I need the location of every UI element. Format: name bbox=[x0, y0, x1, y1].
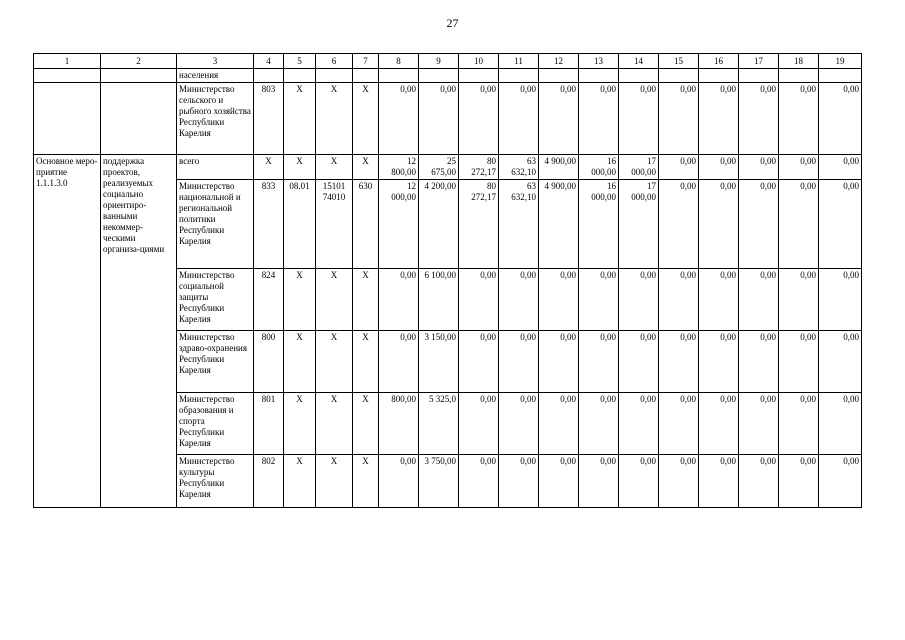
column-header-3: 3 bbox=[177, 54, 254, 69]
cell-col-8: 0,00 bbox=[379, 331, 419, 393]
cell-col-10: 0,00 bbox=[459, 269, 499, 331]
cell-col-7 bbox=[353, 69, 379, 83]
cell-col-17: 0,00 bbox=[739, 393, 779, 455]
cell-col-13: 0,00 bbox=[579, 83, 619, 155]
cell-col-9: 4 200,00 bbox=[419, 180, 459, 269]
cell-col-8 bbox=[379, 69, 419, 83]
column-header-14: 14 bbox=[619, 54, 659, 69]
cell-col-19 bbox=[819, 69, 862, 83]
cell-col-4: 833 bbox=[254, 180, 284, 269]
cell-col-4 bbox=[254, 69, 284, 83]
cell-col-5: X bbox=[284, 393, 316, 455]
column-header-10: 10 bbox=[459, 54, 499, 69]
table-row bbox=[34, 83, 862, 155]
cell-col-6: X bbox=[316, 155, 353, 180]
column-header-9: 9 bbox=[419, 54, 459, 69]
cell-col-11: 63 632,10 bbox=[499, 180, 539, 269]
cell-col-1 bbox=[34, 69, 101, 83]
cell-col-2 bbox=[101, 69, 177, 83]
cell-col-17: 0,00 bbox=[739, 455, 779, 508]
cell-executor: Министерство социальной защиты Республики Карелия bbox=[177, 269, 254, 331]
cell-col-9: 6 100,00 bbox=[419, 269, 459, 331]
cell-col-10: 80 272,17 bbox=[459, 180, 499, 269]
cell-col-6: X bbox=[316, 331, 353, 393]
cell-col-10: 0,00 bbox=[459, 455, 499, 508]
cell-col-6 bbox=[316, 69, 353, 83]
budget-table bbox=[33, 53, 862, 508]
cell-col-11 bbox=[499, 69, 539, 83]
cell-col-12 bbox=[539, 69, 579, 83]
cell-col-9: 3 750,00 bbox=[419, 455, 459, 508]
column-header-13: 13 bbox=[579, 54, 619, 69]
cell-executor: Министерство здраво-охранения Республики Карелия bbox=[177, 331, 254, 393]
cell-col-12: 4 900,00 bbox=[539, 155, 579, 180]
cell-col-8: 0,00 bbox=[379, 269, 419, 331]
cell-col-17 bbox=[739, 69, 779, 83]
cell-col-10: 0,00 bbox=[459, 331, 499, 393]
cell-col-19: 0,00 bbox=[819, 269, 862, 331]
cell-col-15: 0,00 bbox=[659, 269, 699, 331]
cell-col-4: X bbox=[254, 155, 284, 180]
column-header-17: 17 bbox=[739, 54, 779, 69]
cell-col-2 bbox=[101, 83, 177, 155]
cell-col-13: 16 000,00 bbox=[579, 155, 619, 180]
column-header-2: 2 bbox=[101, 54, 177, 69]
cell-col-16: 0,00 bbox=[699, 180, 739, 269]
cell-executor: Министерство культуры Республики Карелия bbox=[177, 455, 254, 508]
column-header-16: 16 bbox=[699, 54, 739, 69]
cell-col-15: 0,00 bbox=[659, 180, 699, 269]
column-header-1: 1 bbox=[34, 54, 101, 69]
cell-col-9: 5 325,0 bbox=[419, 393, 459, 455]
cell-col-10: 0,00 bbox=[459, 83, 499, 155]
cell-col-12: 0,00 bbox=[539, 331, 579, 393]
measure-code: Основное меро-приятие 1.1.1.3.0 bbox=[34, 155, 101, 508]
cell-col-18: 0,00 bbox=[779, 83, 819, 155]
cell-col-8: 0,00 bbox=[379, 83, 419, 155]
cell-col-4: 824 bbox=[254, 269, 284, 331]
cell-col-13: 0,00 bbox=[579, 331, 619, 393]
cell-col-7: X bbox=[353, 269, 379, 331]
column-header-12: 12 bbox=[539, 54, 579, 69]
column-header-4: 4 bbox=[254, 54, 284, 69]
cell-col-16: 0,00 bbox=[699, 269, 739, 331]
cell-col-15: 0,00 bbox=[659, 393, 699, 455]
cell-col-14: 0,00 bbox=[619, 455, 659, 508]
cell-col-9 bbox=[419, 69, 459, 83]
cell-col-14: 0,00 bbox=[619, 331, 659, 393]
cell-col-7: 630 bbox=[353, 180, 379, 269]
column-header-15: 15 bbox=[659, 54, 699, 69]
cell-col-11: 0,00 bbox=[499, 331, 539, 393]
cell-col-11: 0,00 bbox=[499, 269, 539, 331]
cell-col-15: 0,00 bbox=[659, 155, 699, 180]
cell-col-7: X bbox=[353, 393, 379, 455]
cell-col-18: 0,00 bbox=[779, 155, 819, 180]
cell-col-14: 0,00 bbox=[619, 83, 659, 155]
cell-col-18: 0,00 bbox=[779, 455, 819, 508]
cell-col-16: 0,00 bbox=[699, 393, 739, 455]
cell-col-9: 0,00 bbox=[419, 83, 459, 155]
header-row bbox=[34, 54, 862, 69]
column-header-7: 7 bbox=[353, 54, 379, 69]
cell-col-17: 0,00 bbox=[739, 331, 779, 393]
cell-col-19: 0,00 bbox=[819, 180, 862, 269]
cell-col-4: 803 bbox=[254, 83, 284, 155]
cell-col-10: 0,00 bbox=[459, 393, 499, 455]
cell-col-12: 0,00 bbox=[539, 83, 579, 155]
cell-col-7: X bbox=[353, 83, 379, 155]
column-header-19: 19 bbox=[819, 54, 862, 69]
cell-col-5: X bbox=[284, 331, 316, 393]
cell-col-6: X bbox=[316, 83, 353, 155]
cell-col-1 bbox=[34, 83, 101, 155]
cell-col-19: 0,00 bbox=[819, 455, 862, 508]
cell-col-11: 0,00 bbox=[499, 393, 539, 455]
cell-col-16: 0,00 bbox=[699, 331, 739, 393]
cell-col-16: 0,00 bbox=[699, 155, 739, 180]
column-header-11: 11 bbox=[499, 54, 539, 69]
cell-col-13: 0,00 bbox=[579, 393, 619, 455]
cell-col-4: 802 bbox=[254, 455, 284, 508]
cell-col-18: 0,00 bbox=[779, 180, 819, 269]
cell-col-18: 0,00 bbox=[779, 269, 819, 331]
cell-col-5: X bbox=[284, 455, 316, 508]
cell-col-18: 0,00 bbox=[779, 331, 819, 393]
cell-col-16: 0,00 bbox=[699, 455, 739, 508]
cell-col-6: X bbox=[316, 269, 353, 331]
cell-col-5: X bbox=[284, 155, 316, 180]
cell-executor: Министерство образования и спорта Республики Карелия bbox=[177, 393, 254, 455]
cell-col-15: 0,00 bbox=[659, 455, 699, 508]
cell-col-16 bbox=[699, 69, 739, 83]
cell-col-14: 0,00 bbox=[619, 269, 659, 331]
cell-col-13: 0,00 bbox=[579, 455, 619, 508]
cell-col-17: 0,00 bbox=[739, 180, 779, 269]
cell-col-5: X bbox=[284, 269, 316, 331]
cell-col-17: 0,00 bbox=[739, 83, 779, 155]
table-row bbox=[34, 155, 862, 180]
cell-col-15: 0,00 bbox=[659, 331, 699, 393]
cell-col-5: X bbox=[284, 83, 316, 155]
cell-col-5 bbox=[284, 69, 316, 83]
cell-col-5: 08.01 bbox=[284, 180, 316, 269]
cell-col-4: 801 bbox=[254, 393, 284, 455]
cell-col-6: 15101 74010 bbox=[316, 180, 353, 269]
cell-col-14: 17 000,00 bbox=[619, 155, 659, 180]
cell-col-8: 12 000,00 bbox=[379, 180, 419, 269]
cell-col-19: 0,00 bbox=[819, 331, 862, 393]
cell-col-8: 0,00 bbox=[379, 455, 419, 508]
cell-col-6: X bbox=[316, 393, 353, 455]
cell-col-14: 17 000,00 bbox=[619, 180, 659, 269]
column-header-18: 18 bbox=[779, 54, 819, 69]
cell-col-19: 0,00 bbox=[819, 393, 862, 455]
cell-col-18 bbox=[779, 69, 819, 83]
cell-executor: населения bbox=[177, 69, 254, 83]
cell-executor: Министерство сельского и рыбного хозяйства Республики Карелия bbox=[177, 83, 254, 155]
table-row bbox=[34, 69, 862, 83]
cell-col-12: 0,00 bbox=[539, 455, 579, 508]
cell-executor: всего bbox=[177, 155, 254, 180]
cell-col-14: 0,00 bbox=[619, 393, 659, 455]
cell-col-7: X bbox=[353, 155, 379, 180]
cell-col-11: 0,00 bbox=[499, 83, 539, 155]
cell-executor: Министерство национальной и региональной политики Республики Карелия bbox=[177, 180, 254, 269]
cell-col-18: 0,00 bbox=[779, 393, 819, 455]
cell-col-10: 80 272,17 bbox=[459, 155, 499, 180]
cell-col-13: 16 000,00 bbox=[579, 180, 619, 269]
cell-col-19: 0,00 bbox=[819, 83, 862, 155]
cell-col-8: 800,00 bbox=[379, 393, 419, 455]
cell-col-13 bbox=[579, 69, 619, 83]
cell-col-11: 63 632,10 bbox=[499, 155, 539, 180]
cell-col-7: X bbox=[353, 455, 379, 508]
cell-col-17: 0,00 bbox=[739, 155, 779, 180]
cell-col-7: X bbox=[353, 331, 379, 393]
cell-col-11: 0,00 bbox=[499, 455, 539, 508]
cell-col-6: X bbox=[316, 455, 353, 508]
cell-col-15 bbox=[659, 69, 699, 83]
cell-col-12: 4 900,00 bbox=[539, 180, 579, 269]
cell-col-17: 0,00 bbox=[739, 269, 779, 331]
cell-col-19: 0,00 bbox=[819, 155, 862, 180]
column-header-8: 8 bbox=[379, 54, 419, 69]
cell-col-12: 0,00 bbox=[539, 269, 579, 331]
cell-col-15: 0,00 bbox=[659, 83, 699, 155]
cell-col-16: 0,00 bbox=[699, 83, 739, 155]
cell-col-8: 12 800,00 bbox=[379, 155, 419, 180]
cell-col-9: 3 150,00 bbox=[419, 331, 459, 393]
page-number: 27 bbox=[446, 16, 459, 30]
cell-col-4: 800 bbox=[254, 331, 284, 393]
column-header-5: 5 bbox=[284, 54, 316, 69]
cell-col-10 bbox=[459, 69, 499, 83]
column-header-6: 6 bbox=[316, 54, 353, 69]
measure-name: поддержка проектов, реализуемых социально ориентиро-ванными некоммер-ческими организа-циями bbox=[101, 155, 177, 508]
cell-col-14 bbox=[619, 69, 659, 83]
cell-col-13: 0,00 bbox=[579, 269, 619, 331]
cell-col-9: 25 675,00 bbox=[419, 155, 459, 180]
cell-col-12: 0,00 bbox=[539, 393, 579, 455]
